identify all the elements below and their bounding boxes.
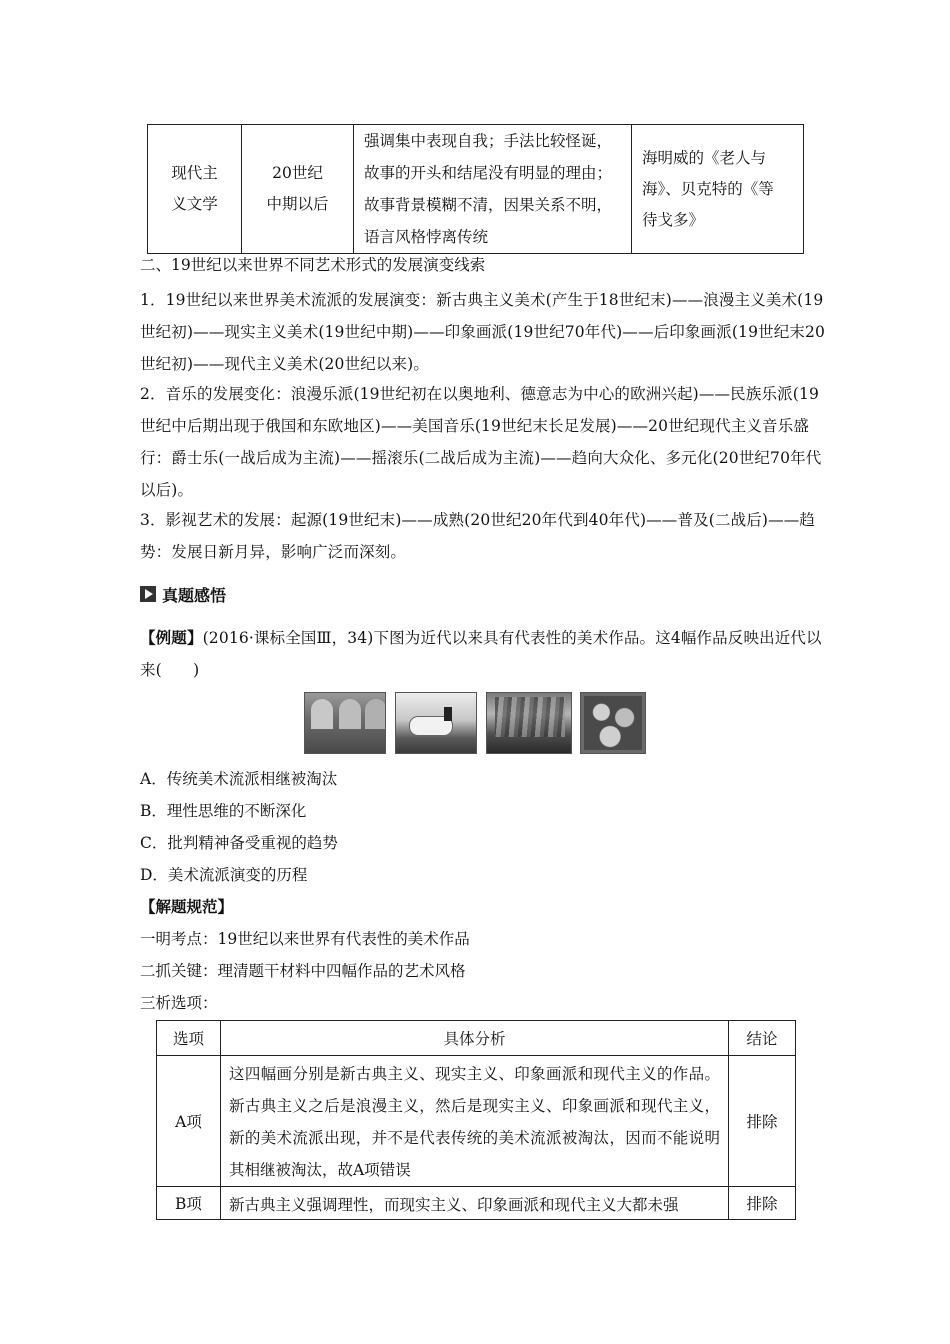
step-two: 二抓关键：理清题干材料中四幅作品的艺术风格 xyxy=(140,962,466,980)
option-cell: B项 xyxy=(157,1187,221,1220)
genre-cell: 现代主 义文学 xyxy=(148,125,242,254)
analysis-cell: 新古典主义强调理性，而现实主义、印象画派和现代主义大都未强 xyxy=(221,1187,729,1220)
example-question xyxy=(140,622,830,686)
header-analysis: 具体分析 xyxy=(221,1021,729,1056)
play-icon xyxy=(140,586,156,602)
art-evolution-paragraph: 1．19世纪以来世界美术流派的发展演变：新古典主义美术(产生于18世纪末)——浪漫主义美术(19世纪初)——现实主义美术(19世纪中期)——印象画派(19世纪70年代)——后印象画派(19世纪末20世纪初)——现代主义美术(20世纪以来)。 xyxy=(140,291,826,373)
example-text: (2016·课标全国Ⅲ，34)下图为近代以来具有代表性的美术作品。这4幅作品反映出近代以来( ) xyxy=(140,629,822,679)
realist-painting-image xyxy=(395,692,477,754)
table-row xyxy=(157,1056,796,1187)
film-evolution-paragraph: 3．影视艺术的发展：起源(19世纪末)——成熟(20世纪20年代到40年代)——普及(二战后)——趋势：发展日新月异，影响广泛而深刻。 xyxy=(140,511,816,561)
works-cell: 海明威的《老人与 海》、贝克特的《等 待戈多》 xyxy=(632,125,804,254)
conclusion-cell: 排除 xyxy=(729,1056,796,1187)
step-three: 三析选项： xyxy=(140,994,218,1012)
option-b: B．理性思维的不断深化 xyxy=(140,802,307,820)
example-label: 【例题】 xyxy=(140,628,203,647)
header-conclusion: 结论 xyxy=(729,1021,796,1056)
conclusion-cell: 排除 xyxy=(729,1187,796,1220)
impressionist-painting-image xyxy=(486,692,572,754)
analysis-table xyxy=(156,1020,796,1220)
zhenti-heading: 真题感悟 xyxy=(140,582,226,606)
jieti-label: 【解题规范】 xyxy=(140,897,234,916)
section-heading: 二、19世纪以来世界不同艺术形式的发展演变线索 xyxy=(140,256,486,274)
literature-table xyxy=(147,124,804,254)
period-cell: 20世纪 中期以后 xyxy=(242,125,354,254)
step-one: 一明考点：19世纪以来世界有代表性的美术作品 xyxy=(140,930,470,948)
music-evolution-paragraph: 2．音乐的发展变化：浪漫乐派(19世纪初在以奥地利、德意志为中心的欧洲兴起)——民族乐派(19世纪中后期出现于俄国和东欧地区)——美国音乐(19世纪末长足发展)——20世纪现代主义音乐盛行：爵士乐(一战后成为主流)——摇滚乐(二战后成为主流)——趋向大众化、多元化(20世纪70年代以后)。 xyxy=(140,385,822,499)
analysis-cell: 这四幅画分别是新古典主义、现实主义、印象画派和现代主义的作品。新古典主义之后是浪漫主义，然后是现实主义、印象画派和现代主义，新的美术流派出现，并不是代表传统的美术流派被淘汰，因而不能说明其相继被淘汰，故A项错误 xyxy=(221,1056,729,1187)
table-row xyxy=(148,125,804,254)
header-option: 选项 xyxy=(157,1021,221,1056)
table-header-row xyxy=(157,1021,796,1056)
option-cell: A项 xyxy=(157,1056,221,1187)
option-c: C．批判精神备受重视的趋势 xyxy=(140,834,338,852)
neoclassical-painting-image xyxy=(304,692,386,754)
option-a: A．传统美术流派相继被淘汰 xyxy=(140,770,338,788)
option-d: D．美术流派演变的历程 xyxy=(140,866,308,884)
table-row xyxy=(157,1187,796,1220)
features-cell: 强调集中表现自我；手法比较怪诞，故事的开头和结尾没有明显的理由；故事背景模糊不清，因果关系不明，语言风格悖离传统 xyxy=(354,125,632,254)
modernist-painting-image xyxy=(580,692,646,754)
